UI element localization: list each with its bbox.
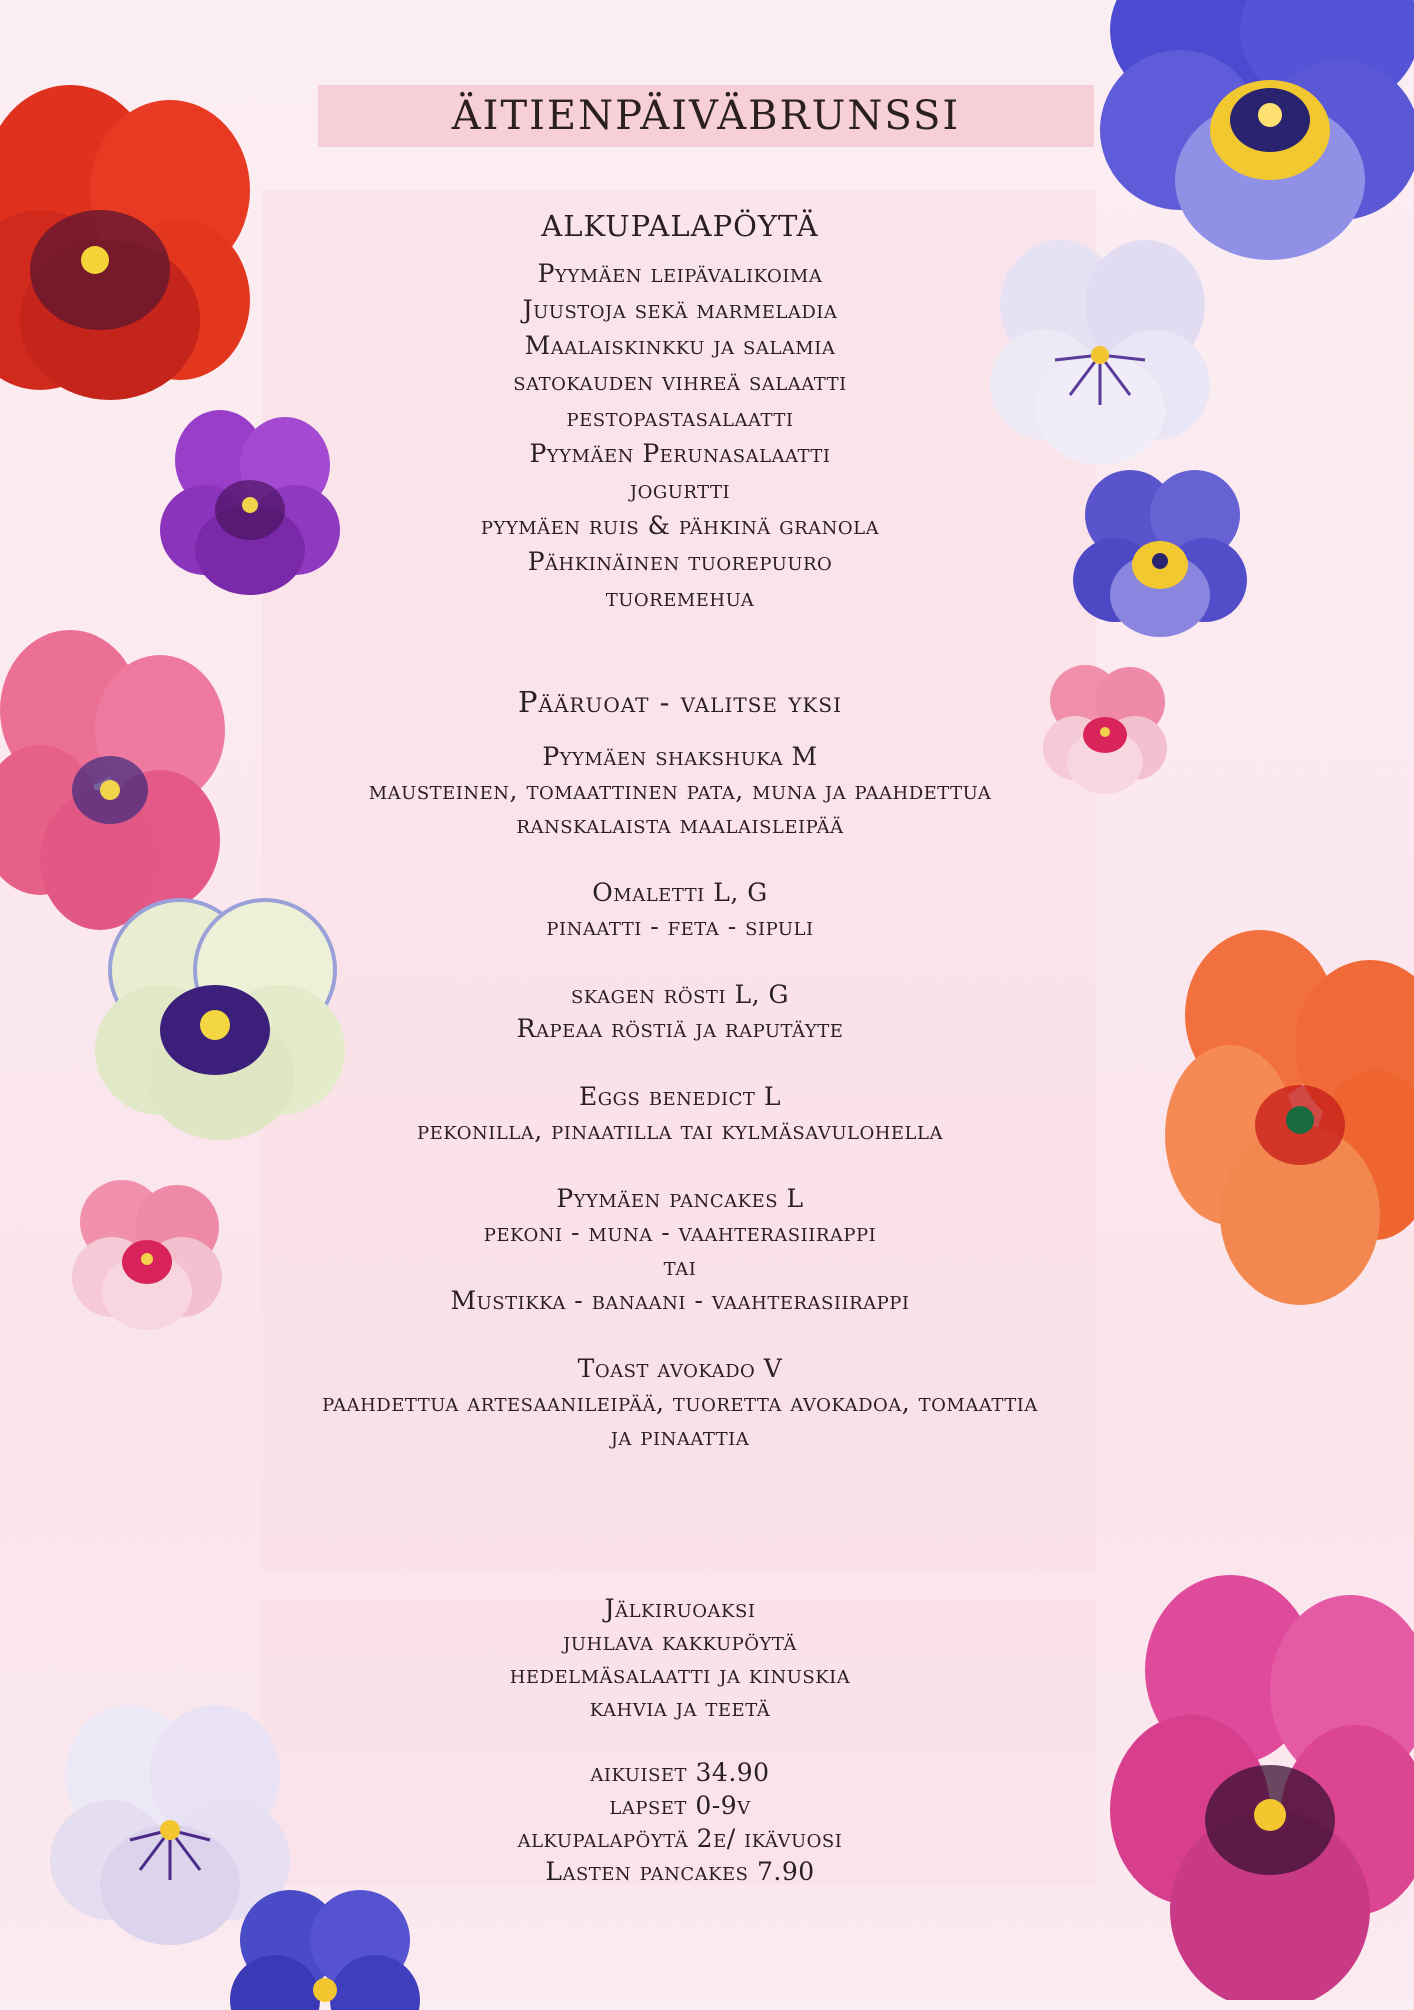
starter-item: jogurtti [629, 475, 731, 504]
starters-heading: ALKUPALAPÖYTÄ [541, 209, 819, 243]
blue-pansy-icon [225, 1870, 425, 2010]
dish-description: Rapeaa röstiä ja raputäyte [516, 1014, 844, 1043]
starter-item: Pyymäen leipävalikoima [537, 259, 823, 288]
dish-toast-avocado [265, 1352, 1095, 1454]
dessert-item: juhlava kakkupöytä [563, 1627, 797, 1656]
starter-item: satokauden vihreä salaatti [513, 367, 847, 396]
starter-item: Maalaiskinkku ja salamia [524, 331, 836, 360]
dish-name: skagen rösti L, G [571, 980, 789, 1009]
starter-item: Juustoja sekä marmeladia [522, 295, 838, 324]
title-band [318, 85, 1094, 147]
orange-pansy-icon [1160, 905, 1414, 1325]
dish-description: paahdettua artesaanileipää, tuoretta avokadoa, tomaattia [322, 1388, 1038, 1417]
magenta-pansy-icon [1100, 1540, 1414, 2000]
dish-name: Eggs benedict L [579, 1082, 781, 1111]
purple-pansy-icon [150, 400, 350, 610]
dish-pancakes [265, 1182, 1095, 1318]
starter-item: tuoremehua [605, 583, 755, 612]
dish-eggs-benedict [265, 1080, 1095, 1148]
dish-name: Pyymäen shakshuka M [542, 742, 818, 771]
starters-section [265, 208, 1095, 616]
dessert-heading: Jälkiruoaksi [604, 1594, 756, 1623]
starter-item: Pyymäen Perunasalaatti [529, 439, 831, 468]
dish-omelette [265, 876, 1095, 944]
dessert-item: hedelmäsalaatti ja kinuskia [509, 1660, 851, 1689]
dish-name: Toast avokado V [577, 1354, 783, 1383]
dish-description: pinaatti - feta - sipuli [546, 912, 814, 941]
dessert-section [265, 1592, 1095, 1888]
dish-description: ranskalaista maalaisleipää [516, 810, 844, 839]
dish-description: ja pinaattia [610, 1422, 750, 1451]
mains-heading: Pääruoat - valitse yksi [518, 685, 842, 719]
dish-description: tai [663, 1252, 697, 1281]
dessert-item: kahvia ja teetä [589, 1693, 771, 1722]
dish-description: Mustikka - banaani - vaahterasiirappi [450, 1286, 910, 1315]
price-item: lapset 0-9v [609, 1791, 751, 1820]
price-item: alkupalapöytä 2e/ ikävuosi [517, 1824, 843, 1853]
mains-section [265, 684, 1095, 1488]
dish-name: Omaletti L, G [592, 878, 768, 907]
dish-shakshuka [265, 740, 1095, 842]
dish-description: pekoni - muna - vaahterasiirappi [483, 1218, 877, 1247]
starter-item: Pähkinäinen tuorepuuro [527, 547, 833, 576]
pink-pansy-icon [60, 1170, 235, 1345]
price-item: Lasten pancakes 7.90 [545, 1857, 815, 1886]
dish-description: mausteinen, tomaattinen pata, muna ja paahdettua [368, 776, 992, 805]
dish-name: Pyymäen pancakes L [556, 1184, 804, 1213]
dish-skagen-rosti [265, 978, 1095, 1046]
page-title: ÄITIENPÄIVÄBRUNSSI [451, 93, 961, 139]
pink-pansy-icon [1035, 655, 1175, 805]
lilac-pansy-icon [975, 220, 1225, 490]
starter-item: pyymäen ruis & pähkinä granola [480, 511, 880, 540]
starter-item: pestopastasalaatti [566, 403, 794, 432]
price-item: aikuiset 34.90 [590, 1758, 770, 1787]
white-pansy-icon [85, 880, 355, 1160]
blue-pansy-icon [1060, 460, 1260, 650]
red-pansy-icon [0, 50, 300, 450]
dish-description: pekonilla, pinaatilla tai kylmäsavulohella [417, 1116, 943, 1145]
